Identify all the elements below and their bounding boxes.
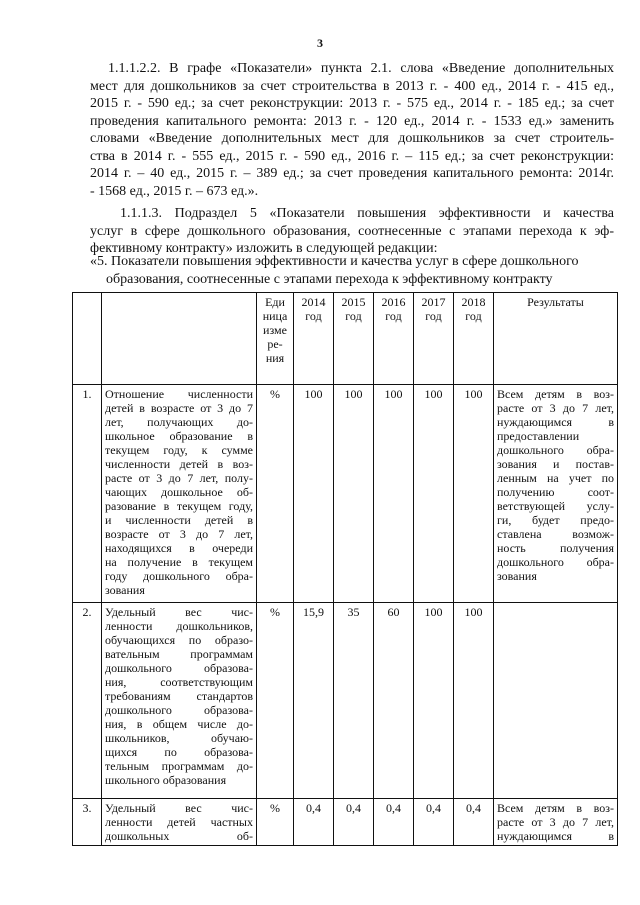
value-2016: 60 — [374, 603, 414, 799]
text-line: - 1568 ед., 2015 г. – 673 ед.». — [90, 183, 259, 199]
value-2014: 100 — [294, 385, 334, 603]
row-number: 2. — [73, 603, 102, 799]
results-cell: Всем детям в воз- расте от 3 до 7 лет, нуждающимся в — [494, 799, 618, 846]
indicator-name: Удельный вес чис- ленности дошкольников, обучающихся по образо- вательным программам дошкольного образова- ния, соответствующим требованиям стандартов дошкольного образова- ния, в общем числе до- школьников, обучаю- щихся по образова- тельным программам до- школьного образования — [102, 603, 257, 799]
value-2018: 100 — [454, 385, 494, 603]
text-line: словами «Введение дополнительных мест для дошкольников за счет строитель- — [90, 131, 614, 146]
value-2015: 0,4 — [334, 799, 374, 846]
indicator-name: Удельный вес чис- ленности детей частных дошкольных об- — [102, 799, 257, 846]
header-year-2016: 2016 год — [374, 293, 414, 385]
unit-cell: % — [257, 603, 294, 799]
text-line: 1.1.1.2.2. В графе «Показатели» пункта 2.1. слова «Введение дополнительных — [108, 61, 614, 76]
unit-cell: % — [257, 799, 294, 846]
value-2014: 15,9 — [294, 603, 334, 799]
text-line: 2014 г. – 40 ед., 2015 г. – 389 ед.; за счет проведения капитального ремонта: 2014г. — [90, 166, 614, 181]
header-number — [73, 293, 102, 385]
value-2018: 0,4 — [454, 799, 494, 846]
value-2017: 100 — [414, 603, 454, 799]
value-2017: 100 — [414, 385, 454, 603]
results-cell: Всем детям в воз- расте от 3 до 7 лет, нуждающимся в предоставлении дошкольного обра- зования и постав- ленным на учет по получению соот- ветствующей услу- ги, будет предо- ставлена возмож- ность получения дошкольного обра- зования — [494, 385, 618, 603]
header-unit: Еди ница изме ре- ния — [257, 293, 294, 385]
row-number: 3. — [73, 799, 102, 846]
value-2016: 0,4 — [374, 799, 414, 846]
value-2015: 100 — [334, 385, 374, 603]
text-line: проведения капитального ремонта: 2013 г. - 120 ед., 2014 г. - 1533 ед.» заменить — [90, 113, 614, 129]
text-line: услуг в сфере дошкольного образования, соотнесенные с этапами перехода к эф- — [90, 223, 614, 239]
indicator-name: Отношение численности детей в возрасте от 3 до 7 лет, получающих до- школьное образование в текущем году, к сумме численности детей в воз- расте от 3 до 7 лет, полу- чающих дошкольное об- разование в текущем году, и численности детей в возрасте от 3 до 7 лет, находящихся в очереди на получение в текущем году дошкольного обра- зования — [102, 385, 257, 603]
value-2018: 100 — [454, 603, 494, 799]
text-line: фективному контракту» изложить в следующей редакции: — [90, 241, 438, 256]
header-indicator — [102, 293, 257, 385]
results-cell — [494, 603, 618, 799]
table-header-row — [73, 293, 618, 385]
value-2015: 35 — [334, 603, 374, 799]
header-year-2017: 2017 год — [414, 293, 454, 385]
text-line: 1.1.1.3. Подраздел 5 «Показатели повышения эффективности и качества — [120, 206, 614, 221]
table-row — [73, 385, 618, 603]
header-year-2018: 2018 год — [454, 293, 494, 385]
paragraph-subsection-5 — [90, 205, 614, 258]
indicators-table — [72, 292, 618, 846]
table-row — [73, 799, 618, 846]
text-line: мест для дошкольников за счет строительства в 2013 г. - 400 ед., 2014 г. - 415 ед., — [90, 78, 614, 94]
value-2017: 0,4 — [414, 799, 454, 846]
text-line: ства в 2014 г. - 555 ед., 2015 г. - 590 ед., 2016 г. – 115 ед.; за счет реконструкции: — [90, 148, 614, 164]
table-heading — [90, 253, 614, 288]
heading-line: образования, соотнесенные с этапами перехода к эффективному контракту — [106, 271, 553, 287]
row-number: 1. — [73, 385, 102, 603]
heading-line: «5. Показатели повышения эффективности и качества услуг в сфере дошкольного — [90, 254, 579, 269]
page-number: 3 — [317, 36, 323, 50]
header-results: Результаты — [494, 293, 618, 385]
value-2014: 0,4 — [294, 799, 334, 846]
header-year-2015: 2015 год — [334, 293, 374, 385]
header-year-2014: 2014 год — [294, 293, 334, 385]
unit-cell: % — [257, 385, 294, 603]
text-line: 2015 г. - 590 ед.; за счет реконструкции: 2013 г. - 575 ед., 2014 г. - 185 ед.; за счет — [90, 96, 614, 111]
paragraph-amendment-2-1 — [90, 60, 614, 200]
value-2016: 100 — [374, 385, 414, 603]
table-row — [73, 603, 618, 799]
